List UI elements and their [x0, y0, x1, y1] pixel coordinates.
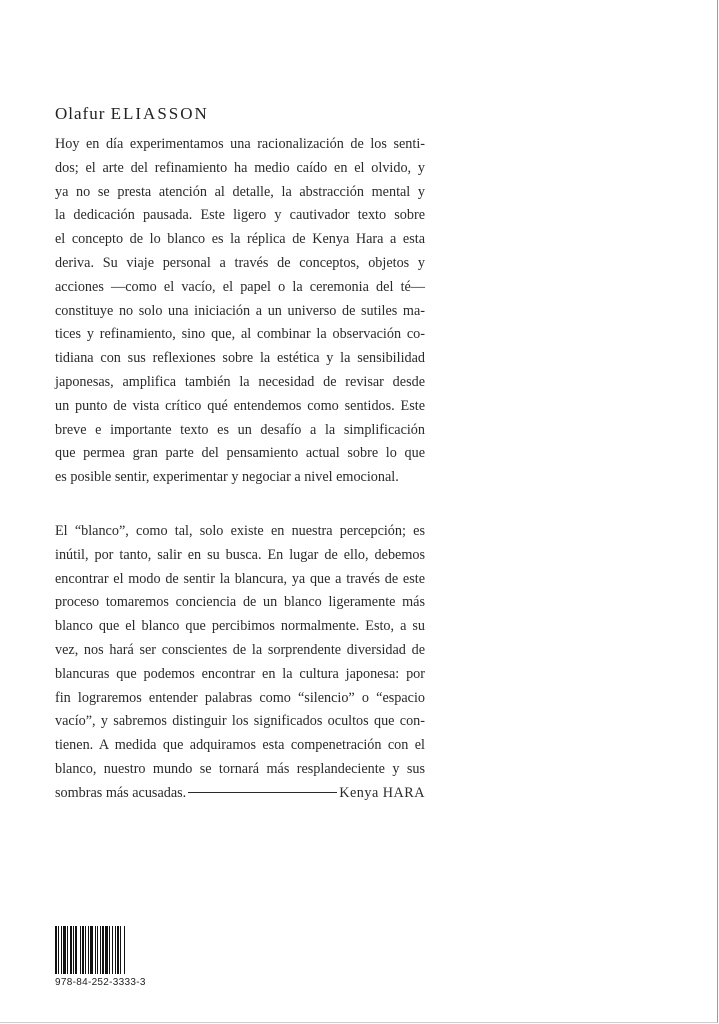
- author-first-name: Olafur: [55, 104, 106, 123]
- barcode-bar: [124, 926, 125, 974]
- signature-rule: [188, 792, 337, 793]
- text-line: vacío”, y sabremos distinguir los significados ocultos que con-: [55, 713, 425, 730]
- barcode-bar: [55, 926, 57, 974]
- blurb-paragraph: [55, 133, 425, 490]
- text-line: un punto de vista crítico qué entendemos como sentidos. Este: [55, 397, 425, 414]
- barcode-bar: [115, 926, 116, 974]
- barcode-bar: [109, 926, 110, 974]
- text-line: constituye no solo una iniciación a un universo de sutiles ma-: [55, 302, 425, 319]
- barcode-bar: [75, 926, 77, 974]
- text-line: encontrar el modo de sentir la blancura, ya que a través de este: [55, 570, 425, 587]
- barcode-bar: [82, 926, 84, 974]
- barcode-bar: [63, 926, 66, 974]
- barcode-bar: [61, 926, 62, 974]
- author-last-name: ELIASSON: [110, 104, 209, 123]
- text-line: deriva. Su viaje personal a través de conceptos, objetos y: [55, 254, 425, 271]
- barcode-bar: [97, 926, 98, 974]
- author-name: [55, 104, 435, 124]
- signature-line: [55, 782, 425, 806]
- barcode-bar: [67, 926, 68, 974]
- text-line: breve e importante texto es un desafío a la simplificación: [55, 421, 425, 438]
- text-line: acciones ––como el vacío, el papel o la ceremonia del té––: [55, 278, 425, 295]
- text-line: fin lograremos entender palabras como “silencio” o “espacio: [55, 689, 425, 706]
- quote-paragraph: [55, 520, 425, 806]
- text-line: Hoy en día experimentamos una racionalización de los senti-: [55, 136, 425, 152]
- barcode-bar: [117, 926, 119, 974]
- text-line: es posible sentir, experimentar y negociar a nivel emocional.: [55, 469, 399, 486]
- barcode-bar: [70, 926, 72, 974]
- isbn-number: 978-84-252-3333-3: [55, 977, 146, 988]
- barcode-bar: [85, 926, 86, 974]
- text-line: blancuras que podemos encontrar en la cultura japonesa: por: [55, 665, 425, 682]
- text-line: dos; el arte del refinamiento ha medio caído en el olvido, y: [55, 159, 425, 176]
- signature: Kenya HARA: [339, 784, 425, 801]
- barcode-bar: [112, 926, 113, 974]
- barcode: [55, 926, 153, 974]
- text-line: blanco, nuestro mundo se tornará más resplandeciente y sus: [55, 760, 425, 777]
- barcode-bar: [88, 926, 89, 974]
- barcode-bar: [105, 926, 108, 974]
- text-line: inútil, por tanto, salir en su busca. En lugar de ello, debemos: [55, 546, 425, 563]
- text-line: tidiana con sus reflexiones sobre la estética y la sensibilidad: [55, 350, 425, 367]
- text-line: proceso tomaremos conciencia de un blanco ligeramente más: [55, 594, 425, 611]
- barcode-bar: [120, 926, 121, 974]
- barcode-bar: [73, 926, 74, 974]
- barcode-bar: [90, 926, 93, 974]
- text-line: ya no se presta atención al detalle, la abstracción mental y: [55, 183, 425, 200]
- text-line: blanco que el blanco que percibimos normalmente. Esto, a su: [55, 618, 425, 635]
- text-line: la dedicación pausada. Este ligero y cautivador texto sobre: [55, 207, 425, 224]
- barcode-bar: [100, 926, 101, 974]
- barcode-bar: [58, 926, 59, 974]
- barcode-bar: [95, 926, 96, 974]
- quote-last-line: sombras más acusadas.: [55, 784, 187, 801]
- text-line: tienen. A medida que adquiramos esta compenetración con el: [55, 737, 425, 754]
- text-line: tices y refinamiento, sino que, al combinar la observación co-: [55, 326, 425, 343]
- text-line: El “blanco”, como tal, solo existe en nuestra percepción; es: [55, 523, 425, 539]
- barcode-bar: [102, 926, 104, 974]
- text-line: que permea gran parte del pensamiento actual sobre lo que: [55, 445, 425, 462]
- text-line: el concepto de lo blanco es la réplica de Kenya Hara a esta: [55, 231, 425, 248]
- barcode-bar: [80, 926, 81, 974]
- text-line: vez, nos hará ser conscientes de la sorprendente diversidad de: [55, 641, 425, 658]
- text-line: japonesas, amplifica también la necesidad de revisar desde: [55, 373, 425, 390]
